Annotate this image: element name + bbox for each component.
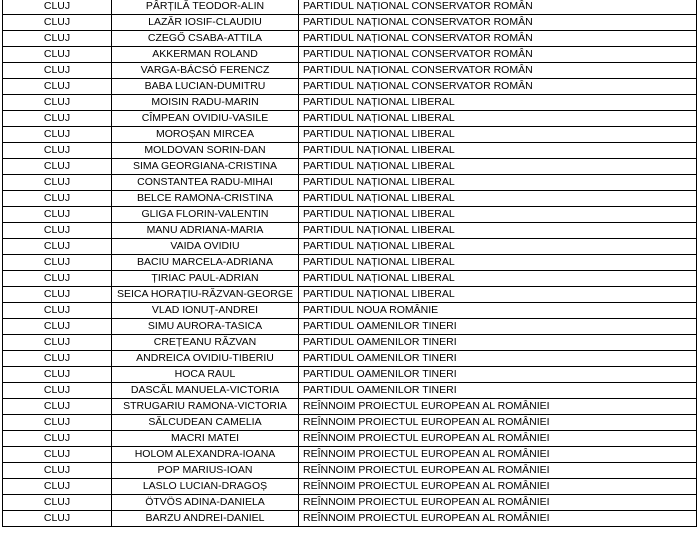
candidate-name-cell: MACRI MATEI xyxy=(112,431,299,447)
candidate-name-cell: LASLO LUCIAN-DRAGOȘ xyxy=(112,479,299,495)
candidate-name-cell: CREȚEANU RĂZVAN xyxy=(112,335,299,351)
county-cell: CLUJ xyxy=(3,303,112,319)
county-cell: CLUJ xyxy=(3,271,112,287)
table-row xyxy=(3,0,697,15)
candidate-name-cell: SIMA GEORGIANA-CRISTINA xyxy=(112,159,299,175)
party-cell: PARTIDUL NAȚIONAL CONSERVATOR ROMÂN xyxy=(299,15,697,31)
candidate-name-cell: BARZU ANDREI-DANIEL xyxy=(112,511,299,527)
county-cell: CLUJ xyxy=(3,479,112,495)
candidate-name-cell: CÎMPEAN OVIDIU-VASILE xyxy=(112,111,299,127)
party-cell: PARTIDUL NAȚIONAL LIBERAL xyxy=(299,111,697,127)
candidate-name-cell: LAZĂR IOSIF-CLAUDIU xyxy=(112,15,299,31)
candidate-name-cell: GLIGA FLORIN-VALENTIN xyxy=(112,207,299,223)
table-row xyxy=(3,79,697,95)
candidate-name-cell: HOLOM ALEXANDRA-IOANA xyxy=(112,447,299,463)
county-cell: CLUJ xyxy=(3,143,112,159)
party-cell: PARTIDUL NAȚIONAL CONSERVATOR ROMÂN xyxy=(299,31,697,47)
candidate-name-cell: PÂRȚILĂ TEODOR-ALIN xyxy=(112,0,299,15)
candidate-name-cell: DASCĂL MANUELA-VICTORIA xyxy=(112,383,299,399)
party-cell: PARTIDUL OAMENILOR TINERI xyxy=(299,335,697,351)
party-cell: REÎNNOIM PROIECTUL EUROPEAN AL ROMÂNIEI xyxy=(299,511,697,527)
table-row xyxy=(3,143,697,159)
candidate-name-cell: ANDREICA OVIDIU-TIBERIU xyxy=(112,351,299,367)
county-cell: CLUJ xyxy=(3,95,112,111)
table-row xyxy=(3,319,697,335)
table-row xyxy=(3,335,697,351)
candidate-name-cell: BACIU MARCELA-ADRIANA xyxy=(112,255,299,271)
table-row xyxy=(3,463,697,479)
candidate-name-cell: CZEGŐ CSABA-ATTILA xyxy=(112,31,299,47)
table-row xyxy=(3,223,697,239)
county-cell: CLUJ xyxy=(3,415,112,431)
county-cell: CLUJ xyxy=(3,495,112,511)
table-row xyxy=(3,175,697,191)
county-cell: CLUJ xyxy=(3,175,112,191)
candidate-name-cell: ÖTVÖS ADINA-DANIELA xyxy=(112,495,299,511)
county-cell: CLUJ xyxy=(3,367,112,383)
table-row xyxy=(3,351,697,367)
table-row xyxy=(3,495,697,511)
county-cell: CLUJ xyxy=(3,239,112,255)
candidate-name-cell: MANU ADRIANA-MARIA xyxy=(112,223,299,239)
county-cell: CLUJ xyxy=(3,63,112,79)
county-cell: CLUJ xyxy=(3,159,112,175)
table-row xyxy=(3,447,697,463)
county-cell: CLUJ xyxy=(3,431,112,447)
county-cell: CLUJ xyxy=(3,255,112,271)
party-cell: REÎNNOIM PROIECTUL EUROPEAN AL ROMÂNIEI xyxy=(299,495,697,511)
party-cell: PARTIDUL NAȚIONAL CONSERVATOR ROMÂN xyxy=(299,79,697,95)
county-cell: CLUJ xyxy=(3,15,112,31)
candidate-name-cell: HOCA RAUL xyxy=(112,367,299,383)
county-cell: CLUJ xyxy=(3,383,112,399)
county-cell: CLUJ xyxy=(3,0,112,15)
county-cell: CLUJ xyxy=(3,111,112,127)
party-cell: PARTIDUL OAMENILOR TINERI xyxy=(299,351,697,367)
candidate-name-cell: AKKERMAN ROLAND xyxy=(112,47,299,63)
candidate-name-cell: MOROȘAN MIRCEA xyxy=(112,127,299,143)
table-row xyxy=(3,159,697,175)
county-cell: CLUJ xyxy=(3,127,112,143)
candidate-name-cell: BABA LUCIAN-DUMITRU xyxy=(112,79,299,95)
party-cell: REÎNNOIM PROIECTUL EUROPEAN AL ROMÂNIEI xyxy=(299,479,697,495)
party-cell: PARTIDUL NAȚIONAL CONSERVATOR ROMÂN xyxy=(299,47,697,63)
table-row xyxy=(3,271,697,287)
party-cell: PARTIDUL NAȚIONAL LIBERAL xyxy=(299,95,697,111)
candidate-name-cell: BELCE RAMONA-CRISTINA xyxy=(112,191,299,207)
candidate-name-cell: VARGA-BÁCSÓ FERENCZ xyxy=(112,63,299,79)
table-row xyxy=(3,511,697,527)
candidate-table-body xyxy=(3,0,697,527)
candidate-name-cell: MOISIN RADU-MARIN xyxy=(112,95,299,111)
county-cell: CLUJ xyxy=(3,79,112,95)
party-cell: PARTIDUL NAȚIONAL LIBERAL xyxy=(299,207,697,223)
county-cell: CLUJ xyxy=(3,399,112,415)
table-row xyxy=(3,47,697,63)
party-cell: REÎNNOIM PROIECTUL EUROPEAN AL ROMÂNIEI xyxy=(299,463,697,479)
county-cell: CLUJ xyxy=(3,207,112,223)
party-cell: PARTIDUL NAȚIONAL LIBERAL xyxy=(299,143,697,159)
party-cell: REÎNNOIM PROIECTUL EUROPEAN AL ROMÂNIEI xyxy=(299,431,697,447)
table-row xyxy=(3,415,697,431)
party-cell: PARTIDUL NAȚIONAL LIBERAL xyxy=(299,191,697,207)
candidate-name-cell: CONSTANTEA RADU-MIHAI xyxy=(112,175,299,191)
table-row xyxy=(3,15,697,31)
table-row xyxy=(3,367,697,383)
county-cell: CLUJ xyxy=(3,191,112,207)
county-cell: CLUJ xyxy=(3,47,112,63)
party-cell: PARTIDUL OAMENILOR TINERI xyxy=(299,383,697,399)
table-row xyxy=(3,127,697,143)
party-cell: REÎNNOIM PROIECTUL EUROPEAN AL ROMÂNIEI xyxy=(299,447,697,463)
party-cell: PARTIDUL NAȚIONAL LIBERAL xyxy=(299,159,697,175)
party-cell: PARTIDUL NAȚIONAL LIBERAL xyxy=(299,255,697,271)
county-cell: CLUJ xyxy=(3,223,112,239)
party-cell: REÎNNOIM PROIECTUL EUROPEAN AL ROMÂNIEI xyxy=(299,415,697,431)
party-cell: REÎNNOIM PROIECTUL EUROPEAN AL ROMÂNIEI xyxy=(299,399,697,415)
table-row xyxy=(3,63,697,79)
party-cell: PARTIDUL NAȚIONAL CONSERVATOR ROMÂN xyxy=(299,63,697,79)
table-row xyxy=(3,479,697,495)
candidate-name-cell: SIMU AURORA-TASICA xyxy=(112,319,299,335)
candidate-table xyxy=(2,0,697,527)
candidate-name-cell: MOLDOVAN SORIN-DAN xyxy=(112,143,299,159)
party-cell: PARTIDUL NAȚIONAL CONSERVATOR ROMÂN xyxy=(299,0,697,15)
county-cell: CLUJ xyxy=(3,31,112,47)
table-row xyxy=(3,191,697,207)
party-cell: PARTIDUL NAȚIONAL LIBERAL xyxy=(299,287,697,303)
table-row xyxy=(3,255,697,271)
county-cell: CLUJ xyxy=(3,319,112,335)
candidate-name-cell: SĂLCUDEAN CAMELIA xyxy=(112,415,299,431)
candidate-name-cell: STRUGARIU RAMONA-VICTORIA xyxy=(112,399,299,415)
party-cell: PARTIDUL NAȚIONAL LIBERAL xyxy=(299,271,697,287)
party-cell: PARTIDUL NOUA ROMÂNIE xyxy=(299,303,697,319)
candidate-name-cell: ȚIRIAC PAUL-ADRIAN xyxy=(112,271,299,287)
table-row xyxy=(3,207,697,223)
county-cell: CLUJ xyxy=(3,463,112,479)
county-cell: CLUJ xyxy=(3,287,112,303)
candidate-name-cell: VAIDA OVIDIU xyxy=(112,239,299,255)
party-cell: PARTIDUL OAMENILOR TINERI xyxy=(299,319,697,335)
party-cell: PARTIDUL OAMENILOR TINERI xyxy=(299,367,697,383)
county-cell: CLUJ xyxy=(3,335,112,351)
county-cell: CLUJ xyxy=(3,447,112,463)
party-cell: PARTIDUL NAȚIONAL LIBERAL xyxy=(299,175,697,191)
table-row xyxy=(3,399,697,415)
table-row xyxy=(3,111,697,127)
table-row xyxy=(3,31,697,47)
table-row xyxy=(3,239,697,255)
party-cell: PARTIDUL NAȚIONAL LIBERAL xyxy=(299,127,697,143)
table-row xyxy=(3,95,697,111)
table-row xyxy=(3,383,697,399)
county-cell: CLUJ xyxy=(3,351,112,367)
party-cell: PARTIDUL NAȚIONAL LIBERAL xyxy=(299,223,697,239)
table-row xyxy=(3,431,697,447)
table-row xyxy=(3,287,697,303)
table-row xyxy=(3,303,697,319)
candidate-name-cell: POP MARIUS-IOAN xyxy=(112,463,299,479)
candidate-name-cell: VLAD IONUȚ-ANDREI xyxy=(112,303,299,319)
county-cell: CLUJ xyxy=(3,511,112,527)
candidate-name-cell: SEICA HORAȚIU-RĂZVAN-GEORGE xyxy=(112,287,299,303)
party-cell: PARTIDUL NAȚIONAL LIBERAL xyxy=(299,239,697,255)
